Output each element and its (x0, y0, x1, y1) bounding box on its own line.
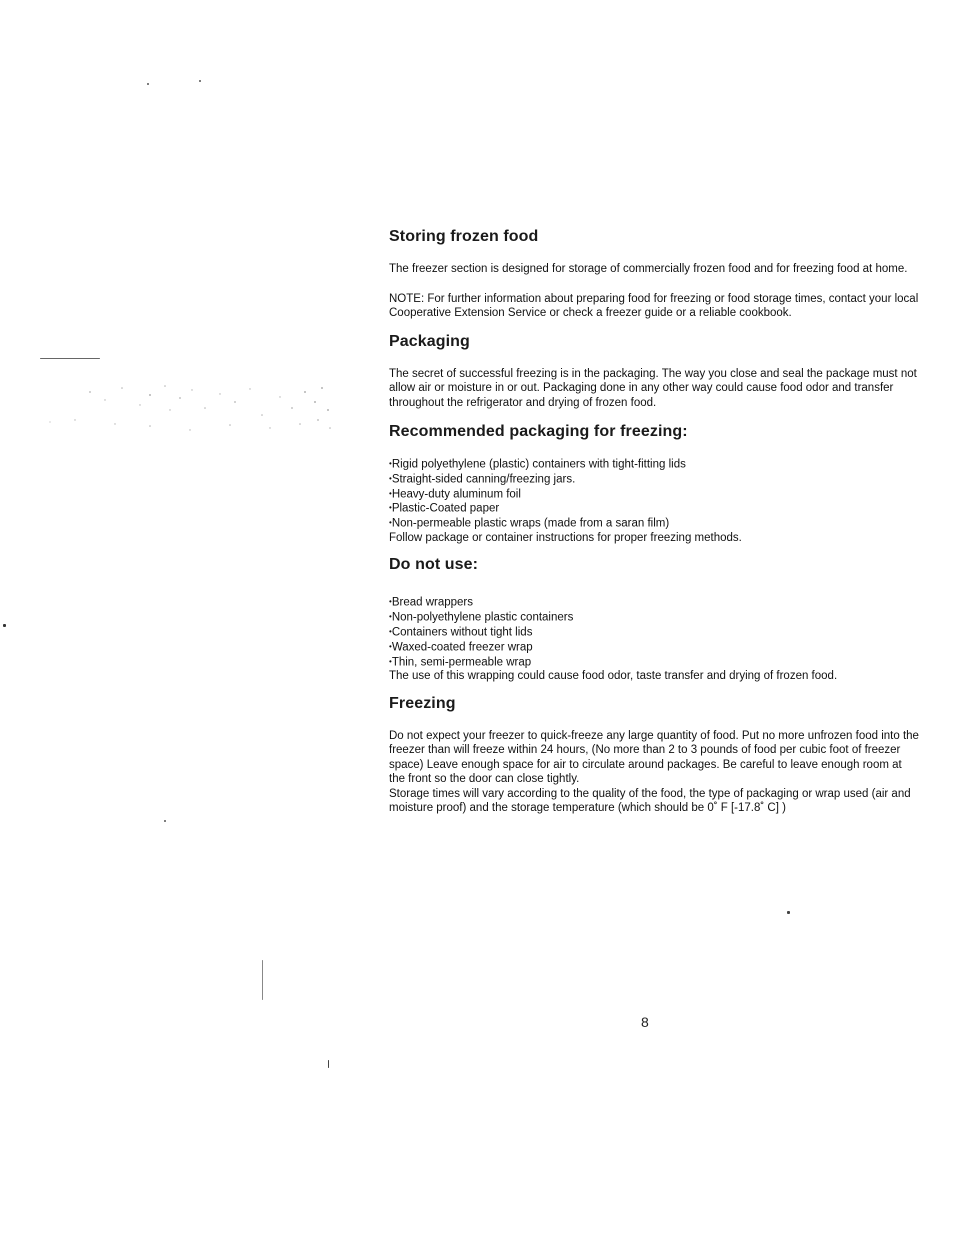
list-item: • Thin, semi-permeable wrap (389, 655, 919, 670)
list-item: • Bread wrappers (389, 595, 919, 610)
recommended-list (389, 457, 919, 531)
list-item: • Containers without tight lids (389, 625, 919, 640)
freezing-storage-times: Storage times will vary according to the quality of the food, the type of packaging or wrap used (air and moisture proof) and the storage temperature (which should be 0˚ F [-17.8˚ C] ) (389, 787, 911, 815)
section-title-storing: Storing frozen food (389, 228, 539, 245)
scan-speck (164, 820, 166, 822)
section-title-packaging: Packaging (389, 332, 470, 350)
freezing-paragraph: Do not expect your freezer to quick-freeze any large quantity of food. Put no more unfrozen food into the freezer than will freeze within 24 hours, (No more than 2 to 3 pounds of food per cubic foot of freezer space) Leave enough space for air to circulate around packages. Be careful to leave enough room at the front so the door can close tightly. (389, 729, 919, 786)
list-item: • Straight-sided canning/freezing jars. (389, 472, 919, 487)
scan-speck (3, 624, 6, 627)
packaging-paragraph: The secret of successful freezing is in the packaging. The way you close and seal the package must not allow air or moisture in or out. Packaging done in any other way could cause food odor and transfer throughout the refrigerator and drying of frozen food. (389, 367, 917, 409)
scan-speck (328, 1060, 329, 1068)
manual-page-content (389, 228, 919, 816)
section-title-recommended: Recommended packaging for freezing: (389, 423, 688, 440)
scan-speck (199, 80, 201, 82)
list-item: • Waxed-coated freezer wrap (389, 640, 919, 655)
page-number: 8 (641, 1014, 649, 1030)
list-item: • Non-permeable plastic wraps (made from a saran film) (389, 516, 919, 531)
scan-speck (262, 960, 263, 1000)
list-item: • Heavy-duty aluminum foil (389, 487, 919, 502)
list-item: • Non-polyethylene plastic containers (389, 610, 919, 625)
storing-paragraph: The freezer section is designed for storage of commercially frozen food and for freezing food at home. (389, 263, 908, 275)
do-not-use-list (389, 595, 919, 669)
section-title-do-not-use: Do not use: (389, 556, 479, 574)
scan-speck (147, 83, 149, 85)
scan-speck (40, 358, 100, 359)
do-not-use-note: The use of this wrapping could cause food odor, taste transfer and drying of frozen food. (389, 670, 838, 683)
storing-note: NOTE: For further information about preparing food for freezing or food storage times, contact your local Cooperative Extension Service or check a freezer guide or a reliable cookbook. (389, 292, 919, 319)
scan-speck (787, 911, 790, 914)
recommended-note: Follow package or container instructions for proper freezing methods. (389, 531, 742, 544)
scan-noise (30, 380, 340, 440)
list-item: • Rigid polyethylene (plastic) containers with tight-fitting lids (389, 457, 919, 472)
list-item: • Plastic-Coated paper (389, 501, 919, 516)
section-title-freezing: Freezing (389, 694, 456, 712)
